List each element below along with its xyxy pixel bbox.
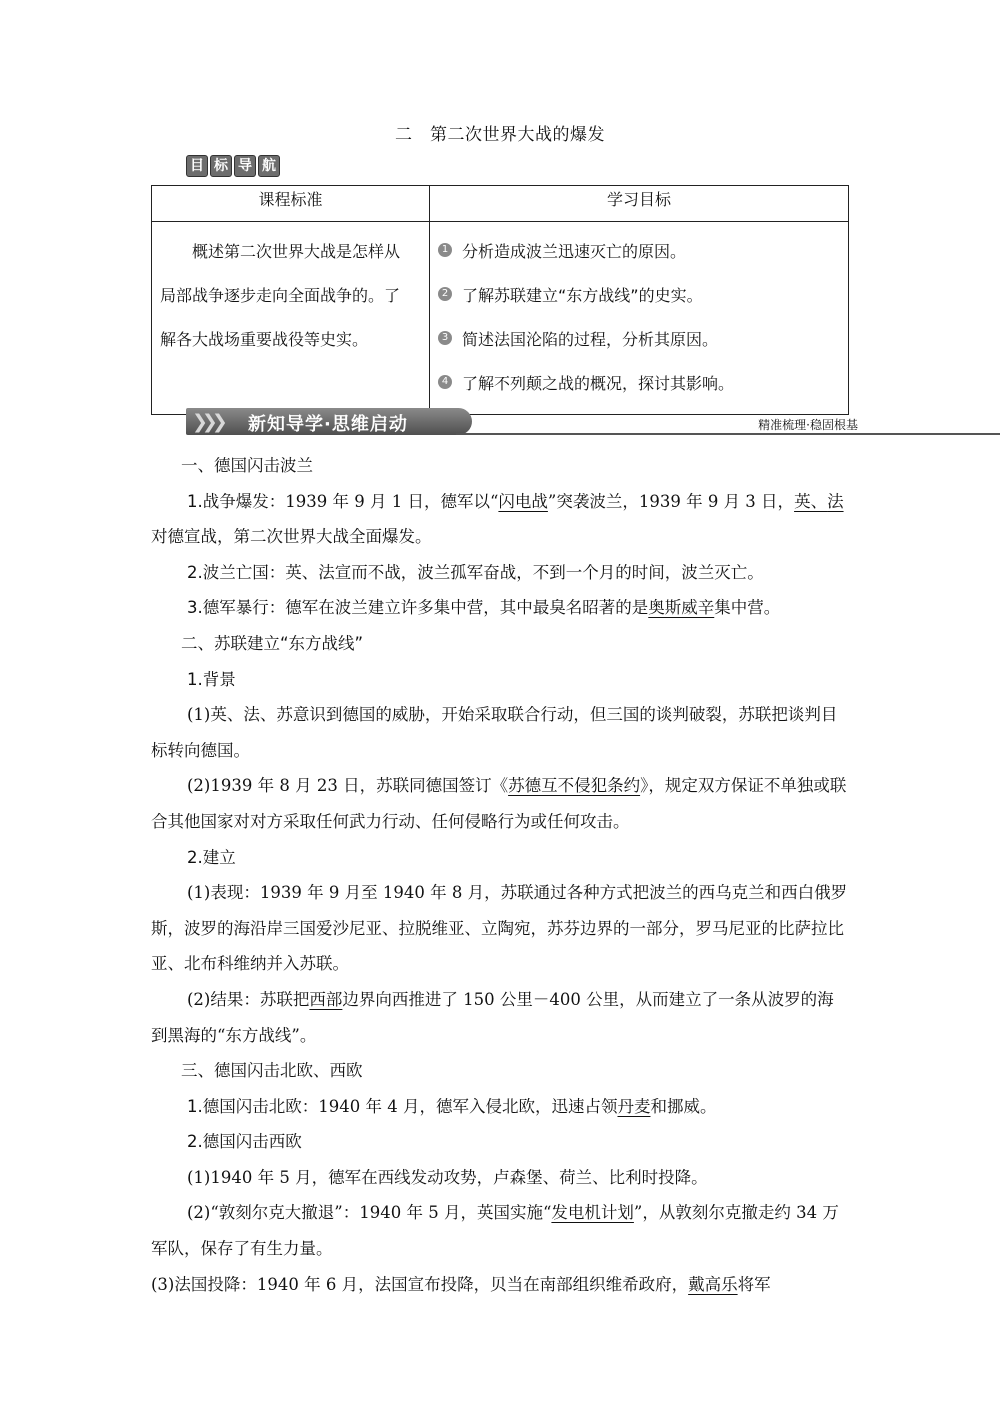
course-standard-text: 概述第二次世界大战是怎样从局部战争逐步走向全面战争的。了解各大战场重要战役等史实。: [160, 242, 401, 349]
paragraph: (2)结果：苏联把西部边界向西推进了 150 公里－400 公里，从而建立了一条从波罗的海到黑海的“东方战线”。: [151, 989, 834, 1045]
goal-item: [438, 360, 840, 404]
banner-tagline: 精准梳理·稳固根基: [758, 418, 858, 432]
paragraph: 3.德军暴行：德军在波兰建立许多集中营，其中最臭名昭著的是奥斯威辛集中营。: [187, 598, 781, 618]
paragraph: 2.波兰亡国：英、法宣而不战，波兰孤军奋战，不到一个月的时间，波兰灭亡。: [187, 562, 764, 582]
paragraph: (3)法国投降：1940 年 6 月，法国宣布投降，贝当在南部组织维希政府，戴高乐将军: [151, 1274, 771, 1294]
nav-badge-char: 导: [234, 155, 256, 177]
goals-table: [151, 185, 849, 415]
banner-rule: [456, 433, 1000, 435]
goal-navigation-badge: [186, 155, 280, 177]
sub-heading: 2.德国闪击西欧: [187, 1132, 302, 1152]
paragraph: (1)表现：1939 年 9 月至 1940 年 8 月，苏联通过各种方式把波兰的西乌克兰和西白俄罗斯，波罗的海沿岸三国爱沙尼亚、拉脱维亚、立陶宛，苏芬边界的一部分，罗马尼亚的比萨拉比亚、北布科维纳并入苏联。: [151, 883, 848, 974]
goal-number-icon: 2: [438, 287, 452, 301]
paragraph: (1)英、法、苏意识到德国的威胁，开始采取联合行动，但三国的谈判破裂，苏联把谈判目标转向德国。: [151, 705, 838, 760]
paragraph: (2)“敦刻尔克大撤退”：1940 年 5 月，英国实施“发电机计划”，从敦刻尔克撤走约 34 万军队，保存了有生力量。: [151, 1203, 839, 1259]
sub-heading: 1.背景: [187, 669, 236, 689]
double-chevron-icon: ❯❯❯: [192, 411, 222, 433]
section-heading: 一、德国闪击波兰: [181, 456, 313, 475]
header-course-standard: 课程标准: [152, 186, 430, 222]
banner-title: 新知导学·思维启动: [248, 414, 408, 435]
section-heading: 三、德国闪击北欧、西欧: [181, 1061, 363, 1081]
page-title: 二 第二次世界大战的爆发: [395, 125, 605, 145]
section-banner: [186, 408, 886, 438]
goal-number-icon: 1: [438, 243, 452, 257]
sub-heading: 2.建立: [187, 847, 236, 867]
goal-text: 简述法国沦陷的过程，分析其原因。: [462, 329, 719, 349]
nav-badge-char: 目: [186, 155, 208, 177]
goal-text: 了解苏联建立“东方战线”的史实。: [462, 285, 703, 305]
goal-number-icon: 4: [438, 375, 452, 389]
paragraph: (1)1940 年 5 月，德军在西线发动攻势，卢森堡、荷兰、比利时投降。: [187, 1167, 708, 1187]
header-learning-goals: 学习目标: [430, 186, 849, 222]
section-heading: 二、苏联建立“东方战线”: [181, 633, 364, 653]
nav-badge-char: 标: [210, 155, 232, 177]
learning-goals-cell: [430, 222, 849, 415]
goal-item: [438, 316, 840, 360]
goal-number-icon: 3: [438, 331, 452, 345]
paragraph: 1.战争爆发：1939 年 9 月 1 日，德军以“闪电战”突袭波兰，1939 年 9 月 3 日，英、法对德宣战，第二次世界大战全面爆发。: [151, 491, 844, 547]
goal-item: [438, 228, 840, 272]
course-standard-cell: [152, 222, 430, 415]
main-content: [151, 448, 849, 1302]
goal-text: 分析造成波兰迅速灭亡的原因。: [462, 241, 687, 261]
paragraph: (2)1939 年 8 月 23 日，苏联同德国签订《苏德互不侵犯条约》，规定双方保证不单独或联合其他国家对对方采取任何武力行动、任何侵略行为或任何攻击。: [151, 776, 847, 831]
nav-badge-char: 航: [258, 155, 280, 177]
goal-text: 了解不列颠之战的概况，探讨其影响。: [462, 373, 735, 393]
paragraph: 1.德国闪击北欧：1940 年 4 月，德军入侵北欧，迅速占领丹麦和挪威。: [187, 1096, 717, 1116]
goal-item: [438, 272, 840, 316]
